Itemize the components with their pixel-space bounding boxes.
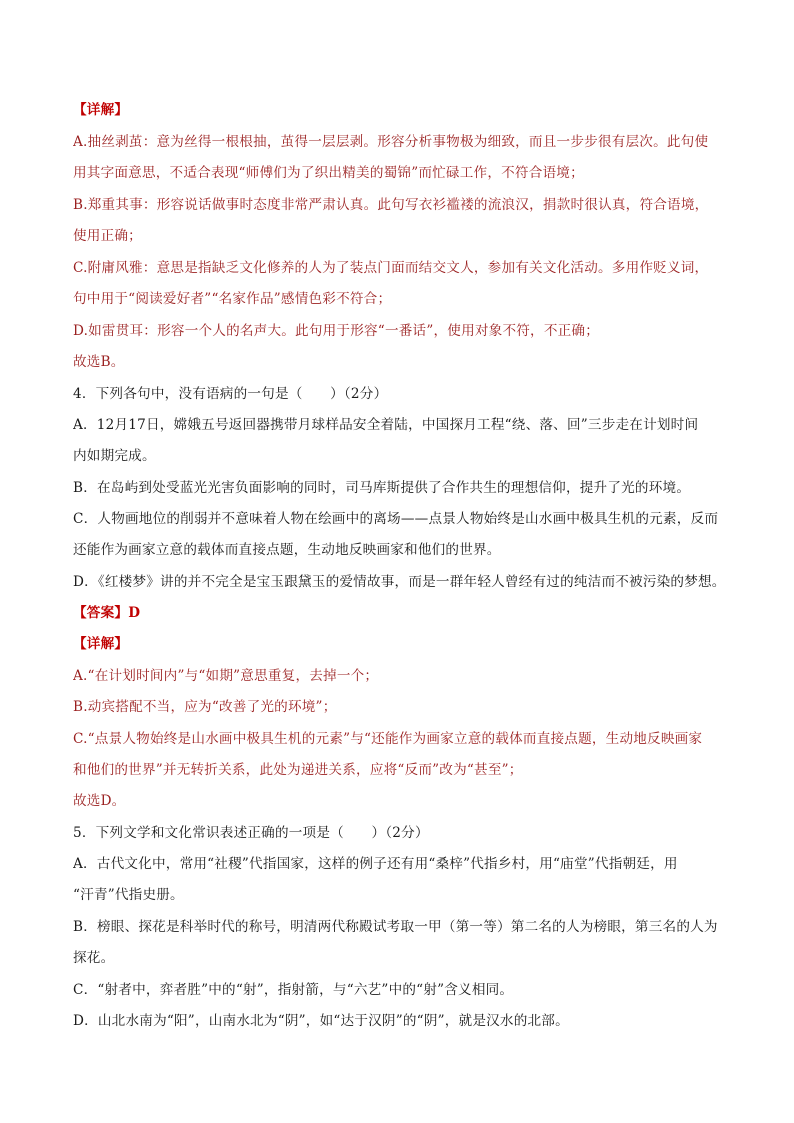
detail-item-c-line2: 句中用于“阅读爱好者”“名家作品”感情色彩不符合；	[73, 291, 392, 307]
question-4-option-d: D．《红楼梦》讲的并不完全是宝玉跟黛玉的爱情故事，而是一群年轻人曾经有过的纯洁而不被污染的梦想。	[73, 574, 726, 590]
question-5-option-b-line1: B．榜眼、探花是科举时代的称号，明清两代称殿试考取一甲（第一等）第二名的人为榜眼，第三名的人为	[73, 919, 718, 935]
q4-detail-c-line2: 和他们的世界”并无转折关系，此处为递进关系，应将“反而”改为“甚至”；	[73, 762, 523, 778]
question-5-option-a-line2: “汗青”代指史册。	[73, 887, 184, 903]
q4-conclusion: 故选D。	[73, 793, 126, 809]
question-4-option-a-line1: A．12月17日，嫦娥五号返回器携带月球样品安全着陆，中国探月工程“绕、落、回”三步走在计划时间	[73, 417, 699, 433]
detail-item-b-line1: B.郑重其事：形容说话做事时态度非常严肃认真。此句写衣衫褴褛的流浪汉，捐款时很认真，符合语境，	[73, 197, 709, 213]
detail-item-b-line2: 使用正确；	[73, 228, 142, 244]
question-4-option-c-line2: 还能作为画家立意的载体而直接点题，生动地反映画家和他们的世界。	[73, 542, 501, 558]
detail-heading: 【详解】	[73, 102, 129, 118]
question-5-option-d: D．山北水南为“阳”，山南水北为“阴”，如“达于汉阴”的“阴”，就是汉水的北部。	[73, 1013, 569, 1029]
question-5-option-a-line1: A．古代文化中，常用“社稷”代指国家，这样的例子还有用“桑梓”代指乡村，用“庙堂”代指朝廷，用	[73, 856, 678, 872]
detail-item-c-line1: C.附庸风雅：意思是指缺乏文化修养的人为了装点门面而结交文人，参加有关文化活动。多用作贬义词，	[73, 260, 709, 276]
answer-row	[73, 603, 733, 623]
answer-value: D	[128, 605, 141, 621]
q4-detail-c-line1: C.“点景人物始终是山水画中极具生机的元素”与“还能作为画家立意的载体而直接点题，生动地反映画家	[73, 731, 703, 747]
question-4-option-b: B．在岛屿到处受蓝光光害负面影响的同时，司马库斯提供了合作共生的理想信仰，提升了光的环境。	[73, 480, 691, 496]
detail-item-a-line2: 用其字面意思，不适合表现“师傅们为了织出精美的蜀锦”而忙碌工作，不符合语境；	[73, 165, 584, 181]
detail-item-d-line1: D.如雷贯耳：形容一个人的名声大。此句用于形容“一番话”，使用对象不符，不正确；	[73, 323, 600, 339]
q4-detail-b: B.动宾搭配不当，应为“改善了光的环境”；	[73, 699, 337, 715]
q4-detail-heading: 【详解】	[73, 636, 129, 652]
q4-detail-a: A.“在计划时间内”与“如期”意思重复，去掉一个；	[73, 668, 379, 684]
answer-label: 【答案】	[73, 605, 129, 621]
question-4-option-a-line2: 内如期完成。	[73, 448, 156, 464]
question-4-option-c-line1: C．人物画地位的削弱并不意味着人物在绘画中的离场——点景人物始终是山水画中极具生机的元素，反而	[73, 511, 719, 527]
question-5-option-b-line2: 探花。	[73, 950, 115, 966]
detail-item-a-line1: A.抽丝剥茧：意为丝得一根根抽，茧得一层层剥。形容分析事物极为细致，而且一步步很有层次。此句使	[73, 134, 709, 150]
question-5-stem: 5．下列文学和文化常识表述正确的一项是（ ）（2分）	[73, 825, 429, 841]
question-4-stem: 4．下列各句中，没有语病的一句是（ ）（2分）	[73, 386, 388, 402]
detail-conclusion: 故选B。	[73, 354, 125, 370]
question-5-option-c: C．“射者中，弈者胜”中的“射”，指射箭，与“六艺”中的“射”含义相同。	[73, 982, 514, 998]
